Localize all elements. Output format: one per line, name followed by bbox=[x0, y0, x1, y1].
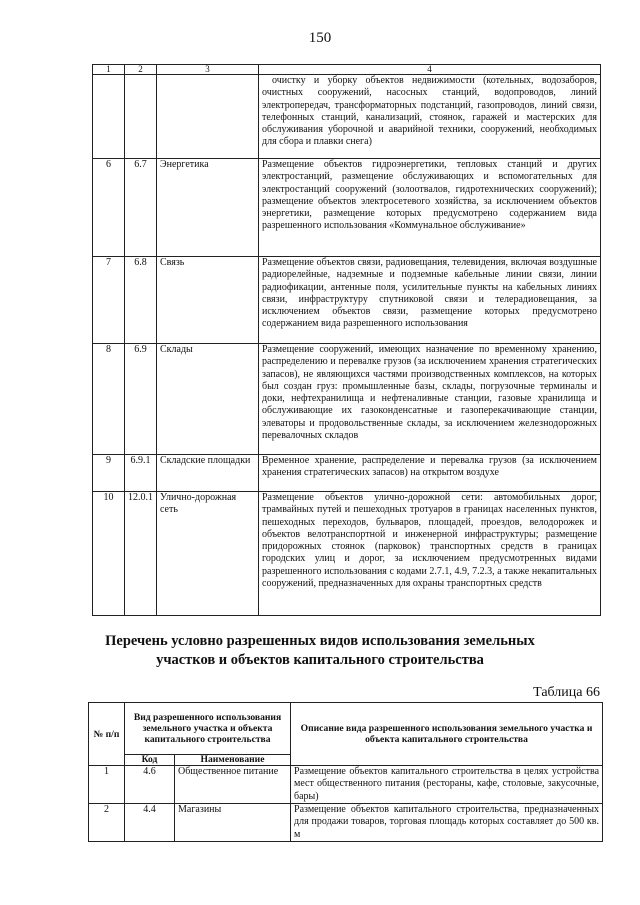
row-description: Размещение объектов гидроэнергетики, тепловых станций и других электростанций, размещение обслуживающих и вспомогательных для электростанций сооружений (золоотвалов, гидротехнических сооружений); размещение объектов электросетевого хозяйства, за исключением объектов энергетики, размещение которых предусмотрено содержанием вида разрешенного использования «Коммунальное обслуживание» bbox=[259, 159, 601, 257]
row-description: очистку и уборку объектов недвижимости (котельных, водозаборов, очистных сооружений, насосных станций, водопроводов, линий электропередач, трансформаторных подстанций, газопроводов, линий связи, телефонных станций, канализаций, стоянок, гаражей и мастерских для обслуживания уборочной и аварийной техники, сооружений, необходимых для сбора и плавки снега) bbox=[259, 75, 601, 159]
row-number: 2 bbox=[89, 804, 125, 842]
row-code: 6.9 bbox=[125, 344, 157, 455]
row-name: Связь bbox=[157, 257, 259, 344]
table-row bbox=[89, 766, 603, 804]
row-name: Энергетика bbox=[157, 159, 259, 257]
row-code: 4.4 bbox=[125, 804, 175, 842]
column-number: 4 bbox=[259, 65, 601, 75]
conditional-use-table bbox=[88, 702, 603, 842]
row-code: 12.0.1 bbox=[125, 492, 157, 616]
header-description: Описание вида разрешенного использования земельного участка и объекта капитального строительства bbox=[291, 703, 603, 766]
row-number: 8 bbox=[93, 344, 125, 455]
row-name: Склады bbox=[157, 344, 259, 455]
row-number: 10 bbox=[93, 492, 125, 616]
row-name: Общественное питание bbox=[175, 766, 291, 804]
row-number: 1 bbox=[89, 766, 125, 804]
column-number: 2 bbox=[125, 65, 157, 75]
row-name bbox=[157, 75, 259, 159]
header-number: № п/п bbox=[89, 703, 125, 766]
row-number bbox=[93, 75, 125, 159]
table-row bbox=[93, 455, 601, 492]
row-code bbox=[125, 75, 157, 159]
row-number: 9 bbox=[93, 455, 125, 492]
table-row bbox=[93, 159, 601, 257]
header-name: Наименование bbox=[175, 755, 291, 766]
section-title: Перечень условно разрешенных видов использования земельных участков и объектов капитального строительства bbox=[105, 633, 535, 668]
table-row bbox=[93, 75, 601, 159]
header-code: Код bbox=[125, 755, 175, 766]
column-number-row bbox=[93, 65, 601, 75]
row-description: Размещение объектов улично-дорожной сети: автомобильных дорог, трамвайных путей и пешеходных тротуаров в границах населенных пунктов, пешеходных переходов, бульваров, площадей, проездов, велодорожек и объектов велотранспортной и инженерной инфраструктуры; размещение придорожных стоянок (парковок) транспортных средств в границах городских улиц и дорог, за исключением предусмотренных видами разрешенного использования с кодами 2.7.1, 4.9, 7.2.3, а также некапитальных сооружений, предназначенных для охраны транспортных средств bbox=[259, 492, 601, 616]
header-row bbox=[89, 703, 603, 755]
page-number: 150 bbox=[308, 30, 332, 46]
table-row bbox=[93, 257, 601, 344]
row-name: Магазины bbox=[175, 804, 291, 842]
land-use-table-continued bbox=[92, 64, 601, 616]
row-number: 7 bbox=[93, 257, 125, 344]
table-row bbox=[89, 804, 603, 842]
row-code: 4.6 bbox=[125, 766, 175, 804]
column-number: 1 bbox=[93, 65, 125, 75]
row-description: Размещение объектов связи, радиовещания, телевидения, включая воздушные радиорелейные, надземные и подземные кабельные линии связи, линии радиофикации, антенные поля, усилительные пункты на кабельных линиях связи, инфраструктуру спутниковой связи и телерадиовещания, за исключением объектов связи, размещение которых предусмотрено содержанием вида разрешенного использования bbox=[259, 257, 601, 344]
row-description: Размещение объектов капитального строительства в целях устройства мест общественного питания (рестораны, кафе, столовые, закусочные, бары) bbox=[291, 766, 603, 804]
row-code: 6.8 bbox=[125, 257, 157, 344]
row-code: 6.9.1 bbox=[125, 455, 157, 492]
row-code: 6.7 bbox=[125, 159, 157, 257]
header-kind: Вид разрешенного использования земельного участка и объекта капитального строительства bbox=[125, 703, 291, 755]
row-description: Размещение объектов капитального строительства, предназначенных для продажи товаров, торговая площадь которых составляет до 500 кв. м bbox=[291, 804, 603, 842]
row-name: Улично-дорожная сеть bbox=[157, 492, 259, 616]
row-description: Временное хранение, распределение и перевалка грузов (за исключением хранения стратегических запасов) на открытом воздухе bbox=[259, 455, 601, 492]
row-name: Складские площадки bbox=[157, 455, 259, 492]
table-row bbox=[93, 492, 601, 616]
row-description: Размещение сооружений, имеющих назначение по временному хранению, распределению и перевалке грузов (за исключением хранения стратегических запасов), не являющихся частями производственных комплексов, на которых был создан груз: промышленные базы, склады, погрузочные терминалы и доки, нефтехранилища и нефтеналивные станции, газовые хранилища и обслуживающие их газоконденсатные и газоперекачивающие станции, элеваторы и продовольственные склады, за исключением железнодорожных перевалочных складов bbox=[259, 344, 601, 455]
table-row bbox=[93, 344, 601, 455]
row-number: 6 bbox=[93, 159, 125, 257]
column-number: 3 bbox=[157, 65, 259, 75]
table-label: Таблица 66 bbox=[533, 685, 600, 700]
